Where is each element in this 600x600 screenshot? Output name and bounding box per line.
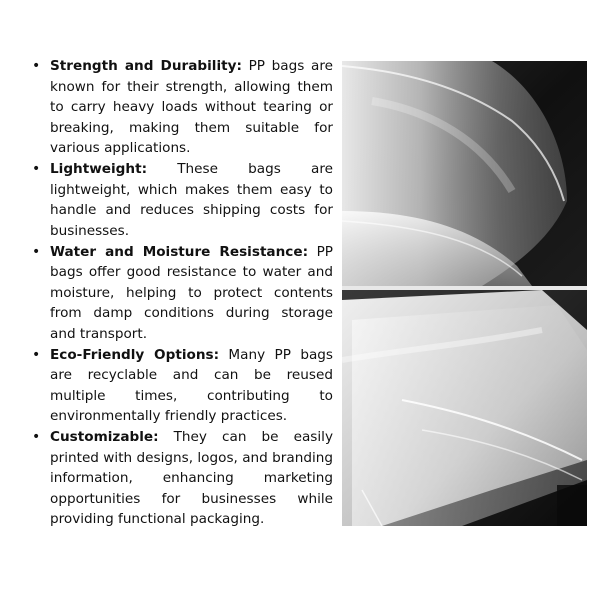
bullet-icon: • xyxy=(32,346,41,363)
benefit-text: These bags are lightweight, which makes them easy to handle and reduces shipping costs for businesses. xyxy=(50,161,333,239)
benefit-title: Strength and Durability: xyxy=(50,58,242,74)
benefit-text: PP bags are known for their strength, allowing them to carry heavy loads without tearing or breaking, making them suitable for various applications. xyxy=(50,58,333,156)
product-photos xyxy=(342,61,587,526)
benefit-item-strength xyxy=(30,56,333,159)
bullet-icon: • xyxy=(32,161,41,177)
benefit-title: Eco-Friendly Options: xyxy=(50,346,220,363)
benefit-item-lightweight xyxy=(30,159,333,241)
benefit-item-eco xyxy=(30,345,333,427)
bullet-icon: • xyxy=(32,58,41,74)
benefit-title: Lightweight: xyxy=(50,161,148,177)
clear-bag-closeup-photo xyxy=(342,61,587,286)
benefit-title: Customizable: xyxy=(50,429,159,445)
benefit-text: They can be easily printed with designs, logos, and branding information, enhancing marketing opportunities for businesses while providing functional packaging. xyxy=(50,429,333,527)
benefits-list xyxy=(30,56,333,530)
benefit-item-moisture xyxy=(30,242,333,345)
benefit-text: Many PP bags are recyclable and can be reused multiple times, contributing to environmentally friendly practices. xyxy=(50,346,333,424)
bullet-icon: • xyxy=(32,243,41,260)
benefit-text: PP bags offer good resistance to water and moisture, helping to protect contents from damp conditions during storage and transport. xyxy=(50,243,334,342)
clear-bag-stack-photo xyxy=(342,290,587,526)
benefits-text-column xyxy=(30,56,333,530)
benefit-title: Water and Moisture Resistance: xyxy=(50,243,309,260)
benefit-item-customizable xyxy=(30,427,333,530)
bullet-icon: • xyxy=(32,429,41,445)
